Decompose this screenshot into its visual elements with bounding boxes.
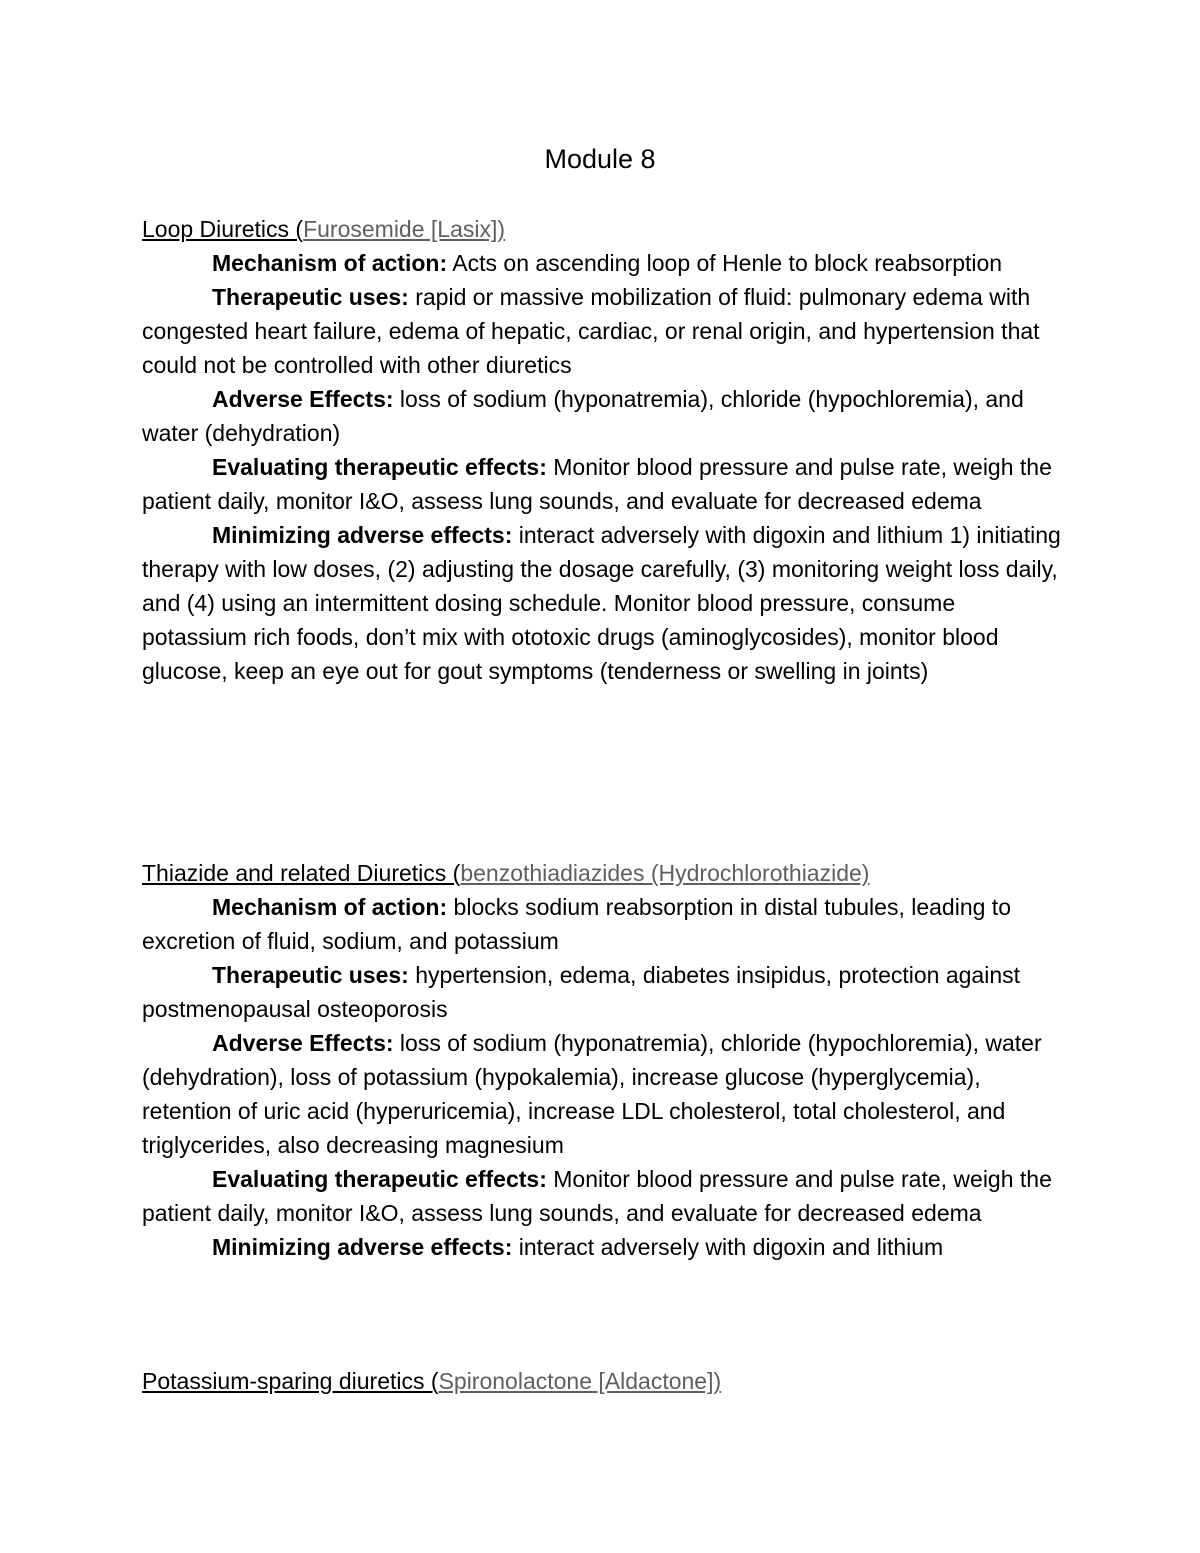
item-text: hypertension, edema, diabetes insipidus, protection against postmenopausal osteoporosis [142,962,1021,1022]
item-text: rapid or massive mobilization of fluid: pulmonary edema with congested heart failure, edema of hepatic, cardiac, or renal origin, and hypertension that could not be controlled with other diuretics [142,284,1040,378]
section-heading [142,212,1062,246]
item-adverse-effects [142,1026,1062,1162]
heading-text: Potassium-sparing diuretics ( [142,1368,439,1394]
item-label: Adverse Effects: [212,1030,394,1056]
item-label: Evaluating therapeutic effects: [212,454,547,480]
heading-text: Thiazide and related Diuretics ( [142,860,461,886]
item-therapeutic-uses [142,280,1062,382]
section-heading [142,1364,1062,1398]
section-thiazide-diuretics [142,856,1062,1264]
heading-drug-link[interactable]: Spironolactone [Aldactone]) [438,1368,722,1394]
section-potassium-sparing-diuretics [142,1364,1062,1398]
item-text: loss of sodium (hyponatremia), chloride (hypochloremia), and water (dehydration) [142,386,1024,446]
item-evaluating-effects [142,1162,1062,1230]
item-label: Mechanism of action: [212,894,448,920]
item-label: Therapeutic uses: [212,284,409,310]
heading-drug-link[interactable]: Furosemide [Lasix]) [303,216,506,242]
item-minimizing-effects [142,518,1062,688]
item-text: interact adversely with digoxin and lithium 1) initiating therapy with low doses, (2) adjusting the dosage carefully, (3) monitoring weight loss daily, and (4) using an intermittent dosing schedule. Monitor blood pressure, consume potassium rich foods, don’t mix with ototoxic drugs (aminoglycosides), monitor blood glucose, keep an eye out for gout symptoms (tenderness or swelling in joints) [142,522,1061,684]
item-therapeutic-uses [142,958,1062,1026]
item-label: Minimizing adverse effects: [212,522,513,548]
item-text: Monitor blood pressure and pulse rate, weigh the patient daily, monitor I&O, assess lung sounds, and evaluate for decreased edema [142,454,1052,514]
item-label: Mechanism of action: [212,250,448,276]
item-label: Therapeutic uses: [212,962,409,988]
item-label: Minimizing adverse effects: [212,1234,513,1260]
item-label: Evaluating therapeutic effects: [212,1166,547,1192]
section-loop-diuretics [142,212,1062,688]
item-text: blocks sodium reabsorption in distal tubules, leading to excretion of fluid, sodium, and potassium [142,894,1011,954]
item-text: Monitor blood pressure and pulse rate, weigh the patient daily, monitor I&O, assess lung sounds, and evaluate for decreased edema [142,1166,1052,1226]
item-text: interact adversely with digoxin and lithium [512,1234,944,1260]
heading-drug-link[interactable]: benzothiadiazides (Hydrochlorothiazide) [460,860,870,886]
section-heading [142,856,1062,890]
item-label: Adverse Effects: [212,386,394,412]
item-evaluating-effects [142,450,1062,518]
item-adverse-effects [142,382,1062,450]
item-text: loss of sodium (hyponatremia), chloride (hypochloremia), water (dehydration), loss of potassium (hypokalemia), increase glucose (hyperglycemia), retention of uric acid (hyperuricemia), increase LDL cholesterol, total cholesterol, and triglycerides, also decreasing magnesium [142,1030,1042,1158]
item-text: Acts on ascending loop of Henle to block reabsorption [447,250,1003,276]
heading-text: Loop Diuretics ( [142,216,304,242]
item-mechanism [142,246,1062,280]
item-mechanism [142,890,1062,958]
item-minimizing-effects [142,1230,1062,1264]
page-title: Module 8 [544,144,656,174]
